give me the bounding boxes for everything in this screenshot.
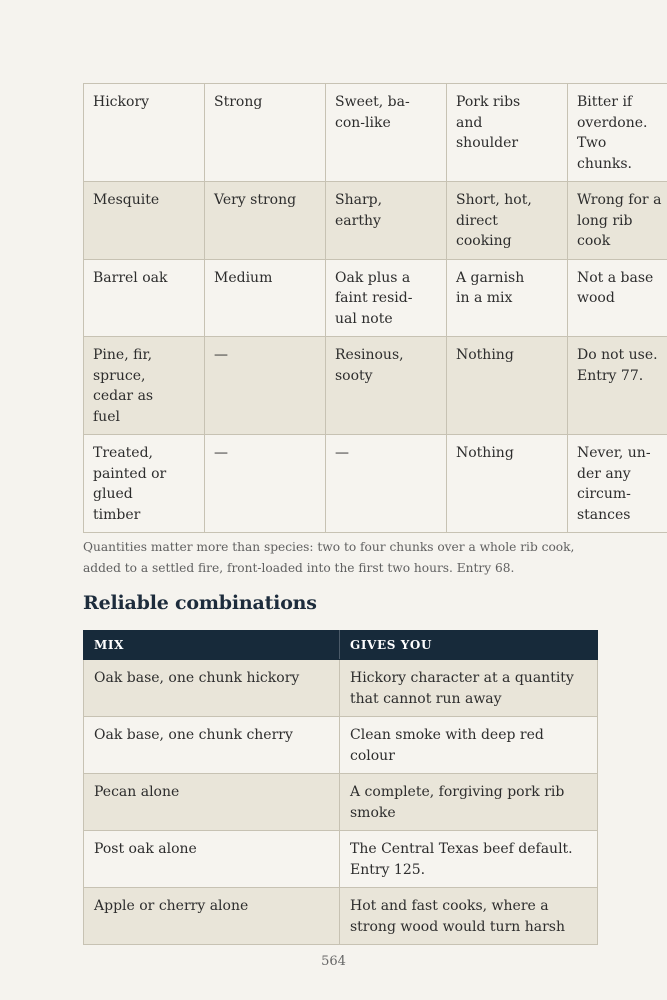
page-number: 564: [321, 954, 346, 969]
wood-table-row: [84, 435, 667, 533]
wood-table-cell: Pine, fir, spruce, cedar as fuel: [84, 337, 205, 435]
wood-table-cell: Mesquite: [84, 182, 205, 260]
wood-table-body: [84, 84, 667, 533]
section-title: Reliable combinations: [83, 592, 317, 614]
combination-row: [84, 831, 598, 888]
wood-table-cell: Oak plus a faint resid- ual note: [326, 259, 447, 337]
combinations-table: [83, 630, 598, 945]
wood-table-cell: Wrong for a long rib cook: [568, 182, 667, 260]
wood-table-cell: Do not use. Entry 77.: [568, 337, 667, 435]
wood-table-row: [84, 337, 667, 435]
wood-table-cell: Pork ribs and shoulder: [447, 84, 568, 182]
wood-table-cell: Medium: [205, 259, 326, 337]
header-gives-you: GIVES YOU: [340, 631, 598, 660]
combination-result: Hickory character at a quantity that cannot run away: [340, 660, 598, 717]
combinations-table-body: [84, 660, 598, 945]
wood-table-row: [84, 84, 667, 182]
wood-table-cell: Bitter if overdone. Two chunks.: [568, 84, 667, 182]
wood-table: [83, 83, 667, 533]
combination-result: The Central Texas beef default. Entry 125.: [340, 831, 598, 888]
table-caption: Quantities matter more than species: two to four chunks over a whole rib cook, added to a settled fire, front-loaded into the first two hours. Entry 68.: [83, 540, 575, 575]
wood-table-cell: Nothing: [447, 337, 568, 435]
wood-table-cell: Treated, painted or glued timber: [84, 435, 205, 533]
wood-table-cell: Very strong: [205, 182, 326, 260]
combination-result: A complete, forgiving pork rib smoke: [340, 774, 598, 831]
combination-row: [84, 717, 598, 774]
wood-table-cell: Not a base wood: [568, 259, 667, 337]
combination-result: Clean smoke with deep red colour: [340, 717, 598, 774]
combination-row: [84, 660, 598, 717]
wood-table-cell: Sweet, ba- con-like: [326, 84, 447, 182]
combination-row: [84, 888, 598, 945]
combination-mix: Pecan alone: [84, 774, 340, 831]
wood-table-row: [84, 182, 667, 260]
combination-row: [84, 774, 598, 831]
combination-mix: Post oak alone: [84, 831, 340, 888]
page-content: [83, 83, 662, 945]
combination-mix: Oak base, one chunk hickory: [84, 660, 340, 717]
header-mix: MIX: [84, 631, 340, 660]
wood-table-cell: —: [205, 435, 326, 533]
wood-table-cell: Short, hot, direct cooking: [447, 182, 568, 260]
wood-table-cell: Barrel oak: [84, 259, 205, 337]
wood-table-cell: Sharp, earthy: [326, 182, 447, 260]
wood-table-cell: Resinous, sooty: [326, 337, 447, 435]
combination-mix: Oak base, one chunk cherry: [84, 717, 340, 774]
wood-table-cell: Strong: [205, 84, 326, 182]
wood-table-cell: Never, un- der any circum- stances: [568, 435, 667, 533]
wood-table-row: [84, 259, 667, 337]
wood-table-cell: A garnish in a mix: [447, 259, 568, 337]
wood-table-cell: —: [205, 337, 326, 435]
wood-table-cell: Hickory: [84, 84, 205, 182]
combinations-header-row: [84, 631, 598, 660]
wood-table-cell: —: [326, 435, 447, 533]
combination-result: Hot and fast cooks, where a strong wood would turn harsh: [340, 888, 598, 945]
wood-table-cell: Nothing: [447, 435, 568, 533]
combination-mix: Apple or cherry alone: [84, 888, 340, 945]
